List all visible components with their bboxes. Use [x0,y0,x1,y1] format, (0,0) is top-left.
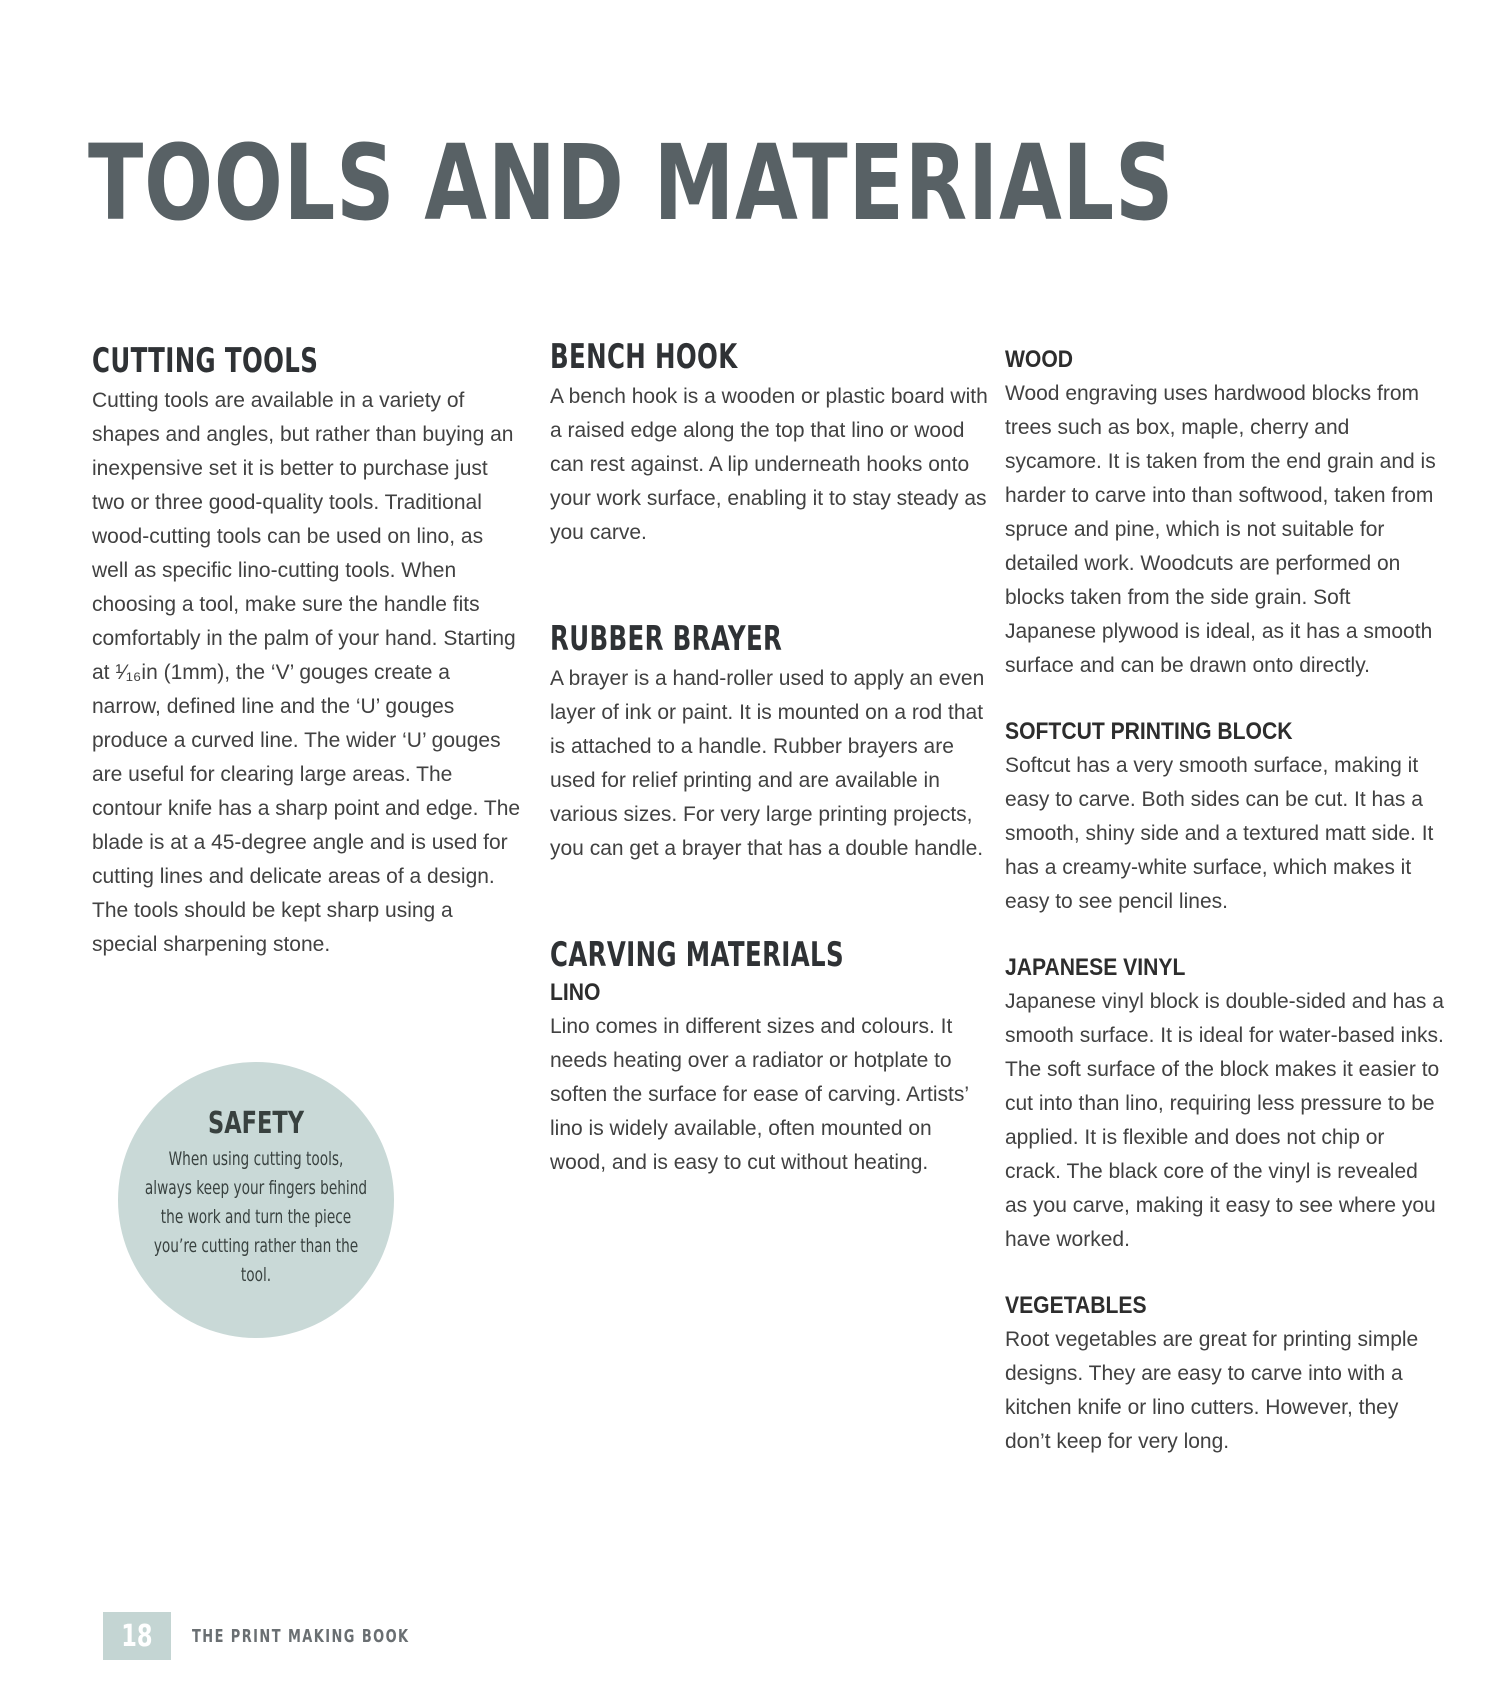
japanese-vinyl-text: Japanese vinyl block is double-sided and has a smooth surface. It is ideal for water-based inks. The soft surface of the block makes it easier to cut into than lino, requiring less pressure to be applied. It is flexible and does not chip or crack. The black core of the vinyl is revealed as you carve, making it easy to see where you have worked. [1005,990,1444,1251]
safety-title: SAFETY [208,1105,304,1141]
page-number-badge [103,1612,171,1660]
safety-text: When using cutting tools, always keep your fingers behind the work and turn the piece you’re cutting rather than the tool. [144,1147,368,1286]
carving-materials-heading: CARVING MATERIALS [550,935,845,975]
wood-heading: WOOD [1005,346,1074,373]
lino-text: Lino comes in different sizes and colours. It needs heating over a radiator or hotplate to soften the surface for ease of carving. Artists’ lino is widely available, often mounted on wood, and is easy to cut without heating. [550,1015,969,1174]
rubber-brayer-text: A brayer is a hand-roller used to apply an even layer of ink or paint. It is mounted on a rod that is attached to a handle. Rubber brayers are used for relief printing and are available in various sizes. For very large printing projects, you can get a brayer that has a double handle. [550,667,985,860]
section-cutting-tools [92,342,522,962]
page-title: TOOLS AND MATERIALS [88,122,1175,244]
column-right [1005,345,1445,1459]
section-vegetables [1005,1291,1445,1459]
bench-hook-text: A bench hook is a wooden or plastic board with a raised edge along the top that lino or wood can rest against. A lip underneath hooks onto your work surface, enabling it to stay steady as you carve. [550,385,988,544]
section-softcut [1005,717,1445,919]
safety-callout [118,1062,394,1338]
cutting-tools-text: Cutting tools are available in a variety of shapes and angles, but rather than buying an inexpensive set it is better to purchase just two or three good-quality tools. Traditional wood-cutting tools can be used on lino, as well as specific lino-cutting tools. When choosing a tool, make sure the handle fits comfortably in the palm of your hand. Starting at ¹⁄₁₆in (1mm), the ‘V’ gouges create a narrow, defined line and the ‘U’ gouges produce a curved line. The wider ‘U’ gouges are useful for clearing large areas. The contour knife has a sharp point and edge. The blade is at a 45-degree angle and is used for cutting lines and delicate areas of a design. The tools should be kept sharp using a special sharpening stone. [92,389,521,956]
section-rubber-brayer [550,620,990,866]
running-footer-title: THE PRINT MAKING BOOK [192,1626,410,1647]
bench-hook-heading: BENCH HOOK [550,337,738,377]
rubber-brayer-heading: RUBBER BRAYER [550,619,783,659]
softcut-text: Softcut has a very smooth surface, making it easy to carve. Both sides can be cut. It has a smooth, shiny side and a textured matt side. It has a creamy-white surface, which makes it easy to see pencil lines. [1005,754,1434,913]
section-wood [1005,345,1445,683]
section-japanese-vinyl [1005,953,1445,1257]
column-left [92,342,522,962]
japanese-vinyl-heading: JAPANESE VINYL [1005,954,1186,981]
section-carving-materials [550,936,990,1180]
wood-text: Wood engraving uses hardwood blocks from trees such as box, maple, cherry and sycamore. It is taken from the end grain and is harder to carve into than softwood, taken from spruce and pine, which is not suitable for detailed work. Woodcuts are performed on blocks taken from the side grain. Soft Japanese plywood is ideal, as it has a smooth surface and can be drawn onto directly. [1005,382,1436,677]
lino-heading: LINO [550,979,601,1006]
cutting-tools-heading: CUTTING TOOLS [92,341,319,381]
vegetables-text: Root vegetables are great for printing simple designs. They are easy to carve into with a kitchen knife or lino cutters. However, they don’t keep for very long. [1005,1328,1419,1453]
softcut-heading: SOFTCUT PRINTING BLOCK [1005,718,1293,745]
section-bench-hook [550,338,990,550]
column-middle [550,338,990,1180]
vegetables-heading: VEGETABLES [1005,1292,1147,1319]
page-number: 18 [121,1618,153,1654]
